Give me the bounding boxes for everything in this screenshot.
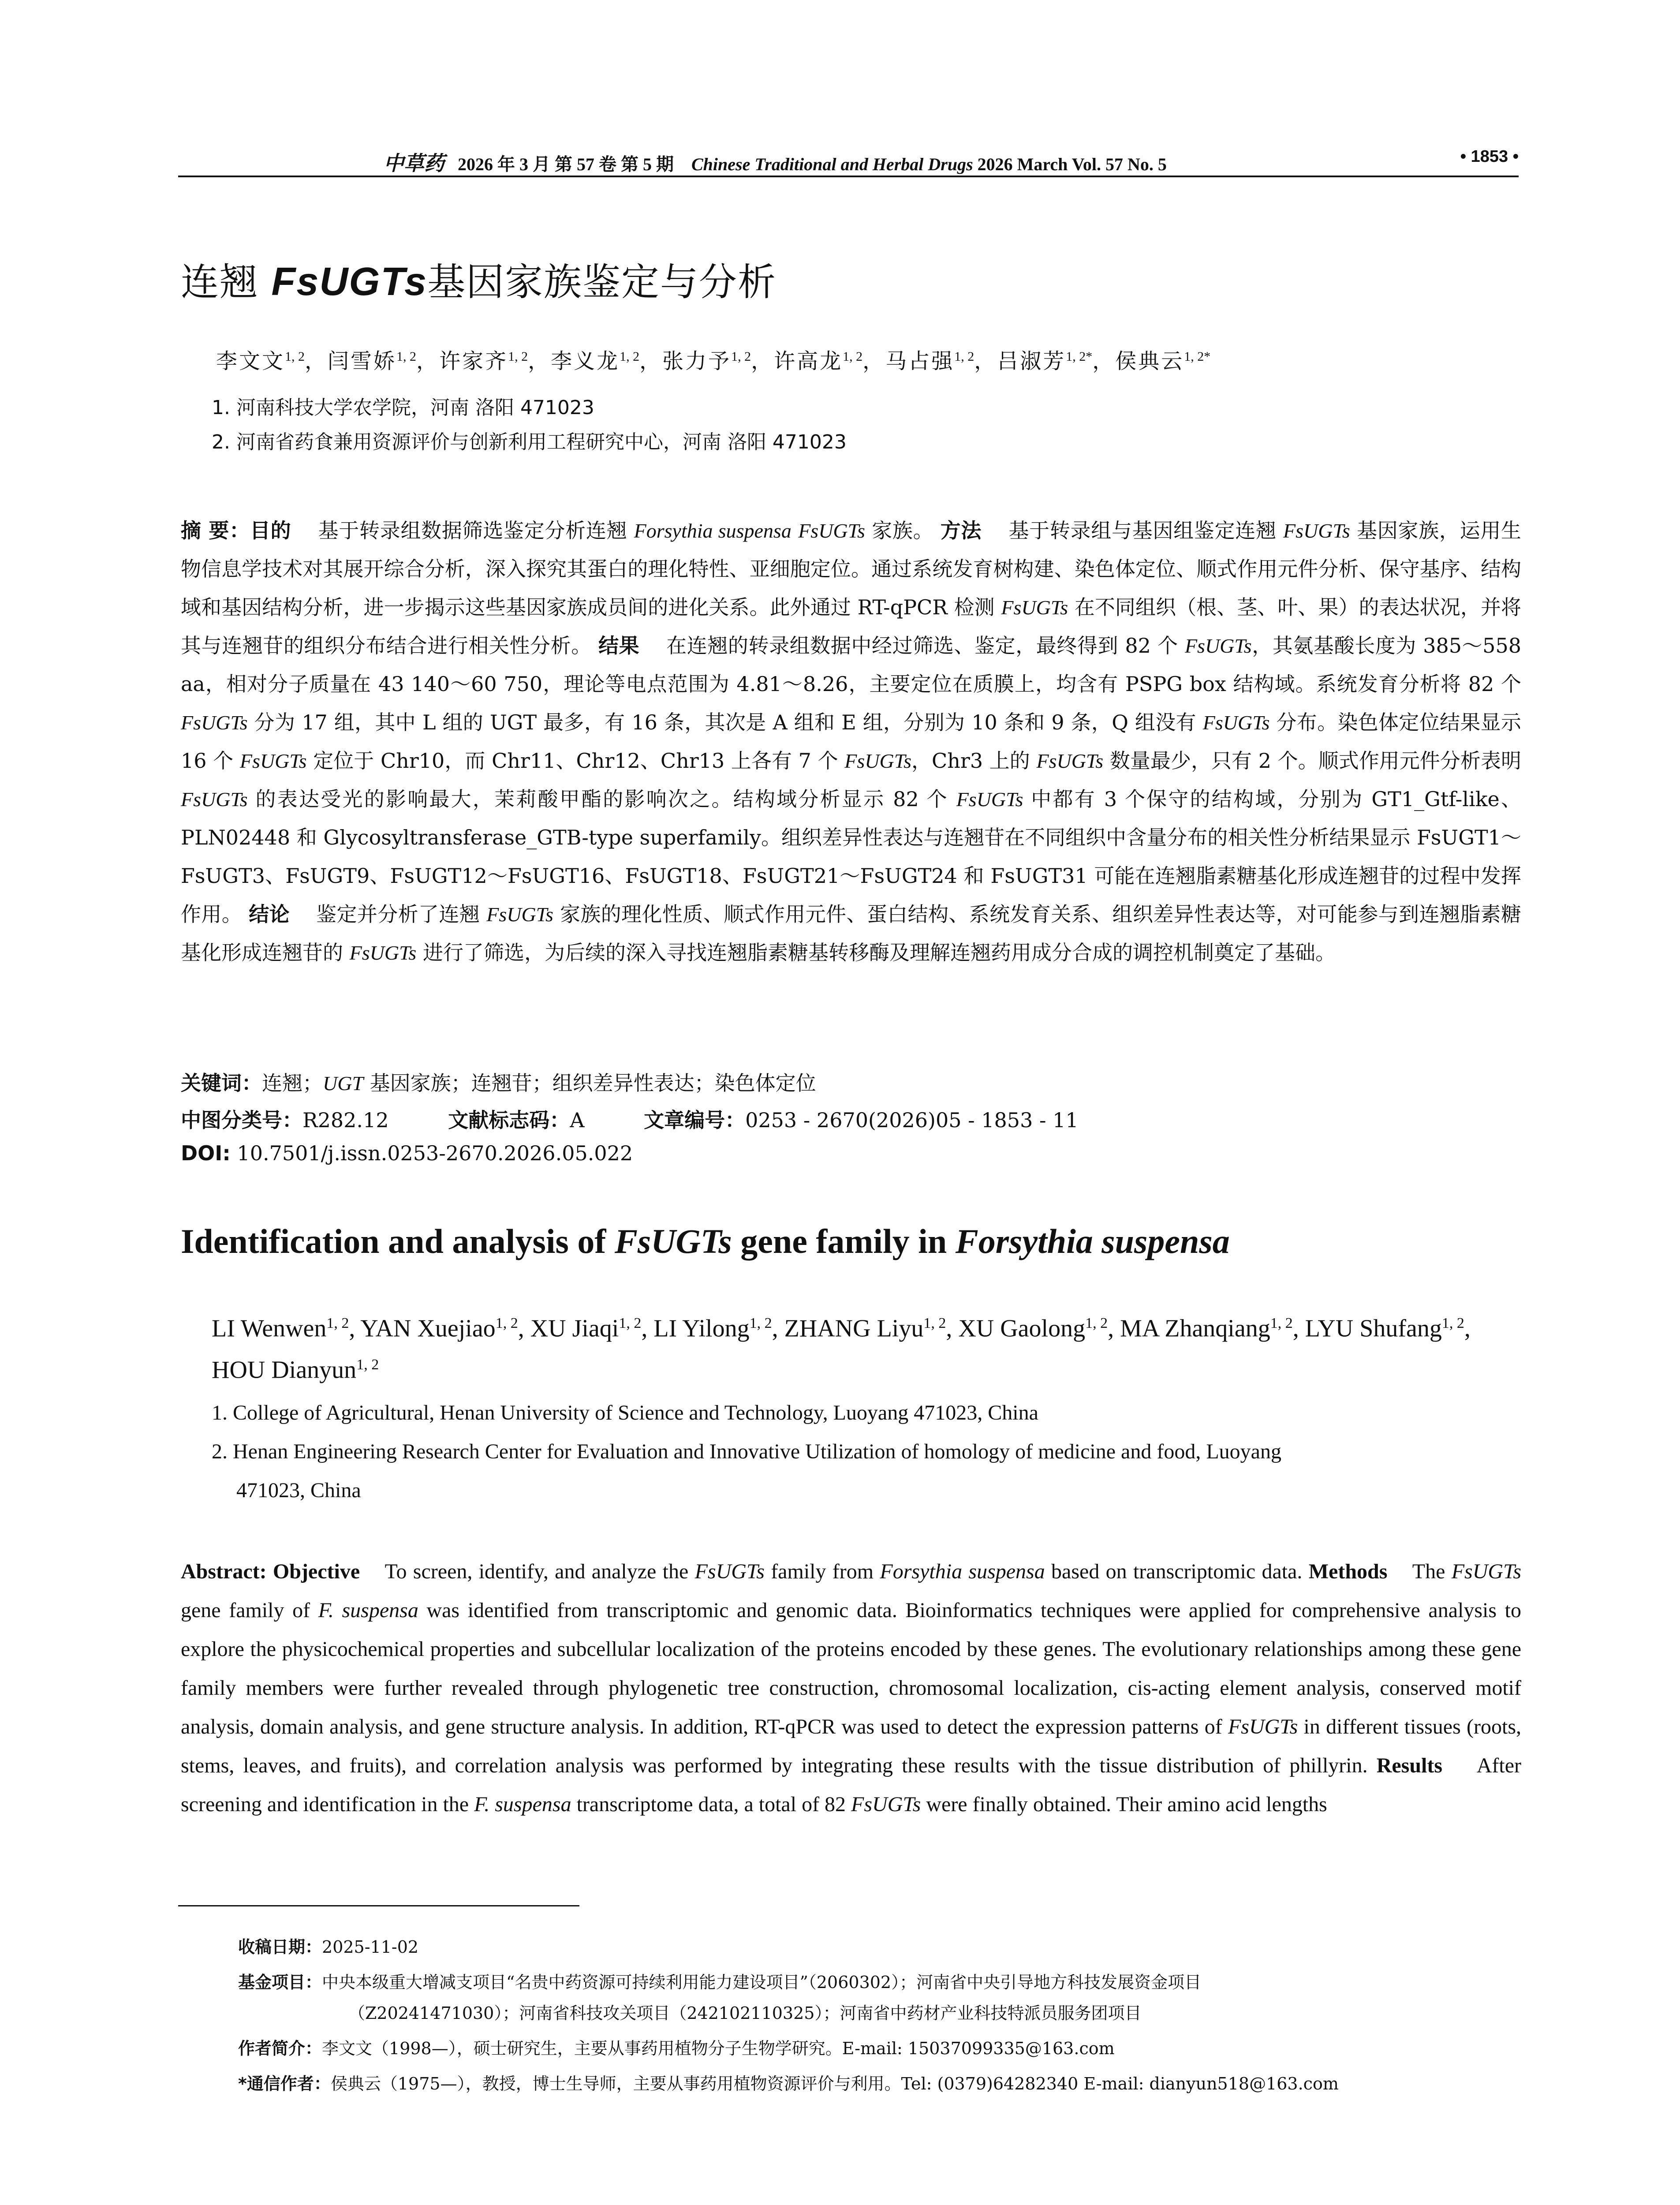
cn-keywords xyxy=(181,1067,816,1096)
corr-bio: 侯典云（1975—），教授，博士生导师，主要从事药用植物资源评价与利用。Tel: (0379)64282340 E-mail: dianyun518@163.com xyxy=(330,2074,1339,2093)
en-affiliation-2-line1: 2. Henan Engineering Research Center for Evaluation and Innovative Utilization of homology of medicine and food, Luoyang xyxy=(212,1440,1281,1463)
doi-link[interactable]: 10.7501/j.issn.0253-2670.2026.05.022 xyxy=(230,1141,633,1165)
doc-code-value: A xyxy=(570,1108,585,1132)
author-affiliation-mark: 1, 2 xyxy=(619,1315,642,1331)
doc-code-label: 文献标志码： xyxy=(448,1108,570,1132)
received-date: 2025-11-02 xyxy=(322,1937,419,1957)
cn-abstract xyxy=(181,512,1521,972)
cn-methods-label: 方法 xyxy=(940,519,982,542)
cn-results-label: 结果 xyxy=(598,634,640,658)
cn-objective-text: 基于转录组数据筛选鉴定分析连翘 Forsythia suspensa FsUGTs 家族。 xyxy=(318,519,934,542)
author-affiliation-mark: 1, 2* xyxy=(1184,349,1211,364)
cn-abstract-label: 摘 要： xyxy=(181,519,250,542)
author-affiliation-mark: 1, 2 xyxy=(620,349,640,364)
cn-conclusion-label: 结论 xyxy=(249,902,290,926)
author-bio: 李文文（1998—），硕士研究生，主要从事药用植物分子生物学研究。E-mail: 15037099335@163.com xyxy=(322,2039,1115,2058)
author-affiliation-mark: 1, 2 xyxy=(923,1315,946,1331)
cn-conclusion-text: 鉴定并分析了连翘 FsUGTs 家族的理化性质、顺式作用元件、蛋白结构、系统发育关系、组织差异性表达等，对可能参与到连翘脂素糖基化形成连翘苷的 FsUGTs 进行了筛选，为后续的深入寻找连翘脂素糖基转移酶及理解连翘药用成分合成的调控机制奠定了基础。 xyxy=(181,902,1522,964)
footnote-corresponding xyxy=(238,2068,1517,2099)
cn-keywords-1: 连翘； xyxy=(262,1071,323,1095)
cn-affiliation-1: 1. 河南科技大学农学院，河南 洛阳 471023 xyxy=(212,396,594,419)
footnote-rule xyxy=(178,1905,579,1906)
cn-author-list: 李文文$^{1, 2}$，闫雪娇$^{1, 2}$，许家齐$^{1, 2}$，李义龙$^{1, 2}$，张力予$^{1, 2}$，许高龙$^{1, 2}$，马占强$^{1, 2}$，吕淑芳$^{1, 2*}$，侯典云$^{1, 2*}$ xyxy=(216,349,1211,374)
received-label: 收稿日期： xyxy=(238,1937,322,1957)
en-title xyxy=(181,1222,1230,1261)
doi-line xyxy=(181,1141,633,1165)
cn-keywords-label: 关键词： xyxy=(181,1071,262,1095)
running-header xyxy=(178,146,1519,175)
en-methods-label: Methods xyxy=(1308,1560,1388,1583)
cn-keywords-2: UGT xyxy=(323,1072,364,1095)
clc-label: 中图分类号： xyxy=(181,1108,302,1132)
header-journal-line xyxy=(384,147,1167,176)
author-affiliation-mark: 1, 2 xyxy=(1085,1315,1108,1331)
author-name: YAN Xuejiao xyxy=(360,1315,496,1342)
cn-title-prefix: 连翘 xyxy=(181,260,272,304)
cn-objective-label: 目的 xyxy=(250,519,291,542)
cn-methods-text: 基于转录组与基因组鉴定连翘 FsUGTs 基因家族，运用生物信息学技术对其展开综合分析，深入探究其蛋白的理化特性、亚细胞定位。通过系统发育树构建、染色体定位、顺式作用元件分析、保守基序、结构域和基因结构分析，进一步揭示这些基因家族成员间的进化关系。此外通过 RT-qPCR 检测 FsUGTs 在不同组织（根、茎、叶、果）的表达状况，并将其与连翘苷的组织分布结合进行相关性分析。 xyxy=(181,519,1522,658)
en-title-1: Identification and analysis of xyxy=(181,1222,615,1260)
author-affiliation-mark: 1, 2 xyxy=(285,349,305,364)
author-affiliation-mark: 1, 2 xyxy=(396,349,417,364)
footnote-author xyxy=(238,2033,1517,2064)
author-name: LI Wenwen xyxy=(212,1315,327,1342)
corr-label: *通信作者： xyxy=(238,2074,331,2093)
en-author-list: LI Wenwen$^{1, 2}$, YAN Xuejiao$^{1, 2}$, XU Jiaqi$^{1, 2}$, LI Yilong$^{1, 2}$, ZHANG Liyu$^{1, 2}$, XU Gaolong$^{1, 2}$, MA Zhanqiang$^{1, 2}$, LYU Shufang$^{1, 2}$, HOU Dianyun$^{1, 2}$ xyxy=(212,1315,1471,1384)
author-name: 李义龙 xyxy=(551,349,620,374)
author-affiliation-mark: 1, 2 xyxy=(495,1315,518,1331)
footnote-received xyxy=(238,1932,1517,1962)
doi-label: DOI: xyxy=(181,1141,231,1165)
en-affiliation-1: 1. College of Agricultural, Henan University of Science and Technology, Luoyang 471023, China xyxy=(212,1401,1038,1424)
author-name: 张力予 xyxy=(662,349,732,374)
author-name: 侯典云 xyxy=(1115,349,1184,374)
en-objective-text: To screen, identify, and analyze the FsUGTs family from Forsythia suspensa based on transcriptomic data. xyxy=(385,1560,1303,1583)
en-affiliation-2 xyxy=(212,1432,1517,1510)
author-name: ZHANG Liyu xyxy=(784,1315,924,1342)
author-name: 李文文 xyxy=(216,349,285,374)
author-affiliation-mark: 1, 2* xyxy=(1066,349,1093,364)
author-name: 许高龙 xyxy=(774,349,843,374)
author-affiliation-mark: 1, 2 xyxy=(843,349,863,364)
author-name: HOU Dianyun xyxy=(212,1356,357,1384)
author-affiliation-mark: 1, 2 xyxy=(356,1356,379,1373)
header-journal-en: Chinese Traditional and Herbal Drugs xyxy=(691,154,973,174)
en-results-text: After screening and identification in the F. suspensa transcriptome data, a total of 82 FsUGTs were finally obtained. Their amino acid lengths xyxy=(181,1754,1522,1816)
article-no-value: 0253 - 2670(2026)05 - 1853 - 11 xyxy=(745,1108,1079,1132)
cn-affiliation-2: 2. 河南省药食兼用资源评价与创新利用工程研究中心，河南 洛阳 471023 xyxy=(212,431,847,453)
header-rule xyxy=(178,176,1519,177)
en-title-2: gene family in xyxy=(732,1222,956,1260)
author-name: 许家齐 xyxy=(439,349,508,374)
en-abstract-label: Abstract: Objective xyxy=(181,1560,360,1583)
page-number: • 1853 • xyxy=(1460,147,1519,166)
en-methods-text: The FsUGTs gene family of F. suspensa was identified from transcriptomic and genomic data. Bioinformatics techniques were applied for comprehensive analysis to explore the physicochemical properties and subcellular localization of the proteins encoded by these genes. The evolutionary relationships among these gene family members were further revealed through phylogenetic tree construction, chromosomal localization, cis-acting element analysis, conserved motif analysis, domain analysis, and gene structure analysis. In addition, RT-qPCR was used to detect the expression patterns of FsUGTs in different tissues (roots, stems, leaves, and fruits), and correlation analysis was performed by integrating these results with the tissue distribution of phillyrin. xyxy=(181,1560,1522,1777)
header-issue-en: 2026 March Vol. 57 No. 5 xyxy=(977,154,1167,174)
author-affiliation-mark: 1, 2 xyxy=(508,349,528,364)
journal-logo: 中草药 xyxy=(384,151,444,175)
en-affiliation-2-line2: 471023, China xyxy=(236,1479,361,1502)
author-affiliation-mark: 1, 2 xyxy=(326,1315,349,1331)
en-title-species: Forsythia suspensa xyxy=(955,1222,1230,1260)
author-bio-label: 作者简介： xyxy=(238,2039,322,2058)
cn-title-suffix: 基因家族鉴定与分析 xyxy=(427,260,777,304)
cn-title-gene: FsUGTs xyxy=(271,260,428,304)
author-name: MA Zhanqiang xyxy=(1120,1315,1270,1342)
author-name: XU Jiaqi xyxy=(530,1315,619,1342)
fund-label: 基金项目： xyxy=(238,1973,322,1992)
author-affiliation-mark: 1, 2 xyxy=(1441,1315,1464,1331)
en-abstract xyxy=(181,1552,1521,1824)
fund-line1: 中央本级重大增减支项目“名贵中药资源可持续利用能力建设项目”（2060302）；河南省中央引导地方科技发展资金项目 xyxy=(322,1973,1202,1992)
author-affiliation-mark: 1, 2 xyxy=(731,349,751,364)
clc-value: R282.12 xyxy=(302,1108,389,1132)
cn-title xyxy=(181,251,777,306)
fund-line2: （Z20241471030）；河南省科技攻关项目（242102110325）；河南省中药材产业科技特派员服务团项目 xyxy=(348,2003,1142,2023)
cn-keywords-3: 基因家族；连翘苷；组织差异性表达；染色体定位 xyxy=(363,1071,816,1095)
en-results-label: Results xyxy=(1376,1754,1443,1777)
author-name: 马占强 xyxy=(885,349,955,374)
cn-classification xyxy=(181,1104,1131,1133)
author-affiliation-mark: 1, 2 xyxy=(1270,1315,1293,1331)
author-affiliation-mark: 1, 2 xyxy=(954,349,974,364)
cn-results-text: 在连翘的转录组数据中经过筛选、鉴定，最终得到 82 个 FsUGTs，其氨基酸长度为 385～558 aa，相对分子质量在 43 140～60 750，理论等电点范围为 4.81～8.26，主要定位在质膜上，均含有 PSPG box 结构域。系统发育分析将 82 个 FsUGTs 分为 17 组，其中 L 组的 UGT 最多，有 16 条，其次是 A 组和 E 组，分别为 10 条和 9 条，Q 组没有 FsUGTs 分布。染色体定位结果显示 16 个 FsUGTs 定位于 Chr10，而 Chr11、Chr12、Chr13 上各有 7 个 FsUGTs，Chr3 上的 FsUGTs 数量最少，只有 2 个。顺式作用元件分析表明 FsUGTs 的表达受光的影响最大，茉莉酸甲酯的影响次之。结构域分析显示 82 个 FsUGTs 中都有 3 个保守的结构域，分别为 GT1_Gtf-like、PLN02448 和 Glycosyltransferase_GTB-type superfamily。组织差异性表达与连翘苷在不同组织中含量分布的相关性分析结果显示 FsUGT1～FsUGT3、FsUGT9、FsUGT12～FsUGT16、FsUGT18、FsUGT21～FsUGT24 和 FsUGT31 可能在连翘脂素糖基化形成连翘苷的过程中发挥作用。 xyxy=(181,634,1521,926)
author-name: LYU Shufang xyxy=(1305,1315,1442,1342)
author-name: LI Yilong xyxy=(653,1315,750,1342)
article-no-label: 文章编号： xyxy=(644,1108,746,1132)
author-name: 闫雪娇 xyxy=(328,349,397,374)
en-title-gene: FsUGTs xyxy=(614,1222,732,1260)
footnote-fund xyxy=(238,1967,1517,2029)
author-name: 吕淑芳 xyxy=(997,349,1066,374)
header-issue-cn: 2026 年 3 月 第 57 卷 第 5 期 xyxy=(458,154,674,174)
author-name: XU Gaolong xyxy=(958,1315,1086,1342)
author-affiliation-mark: 1, 2 xyxy=(749,1315,772,1331)
